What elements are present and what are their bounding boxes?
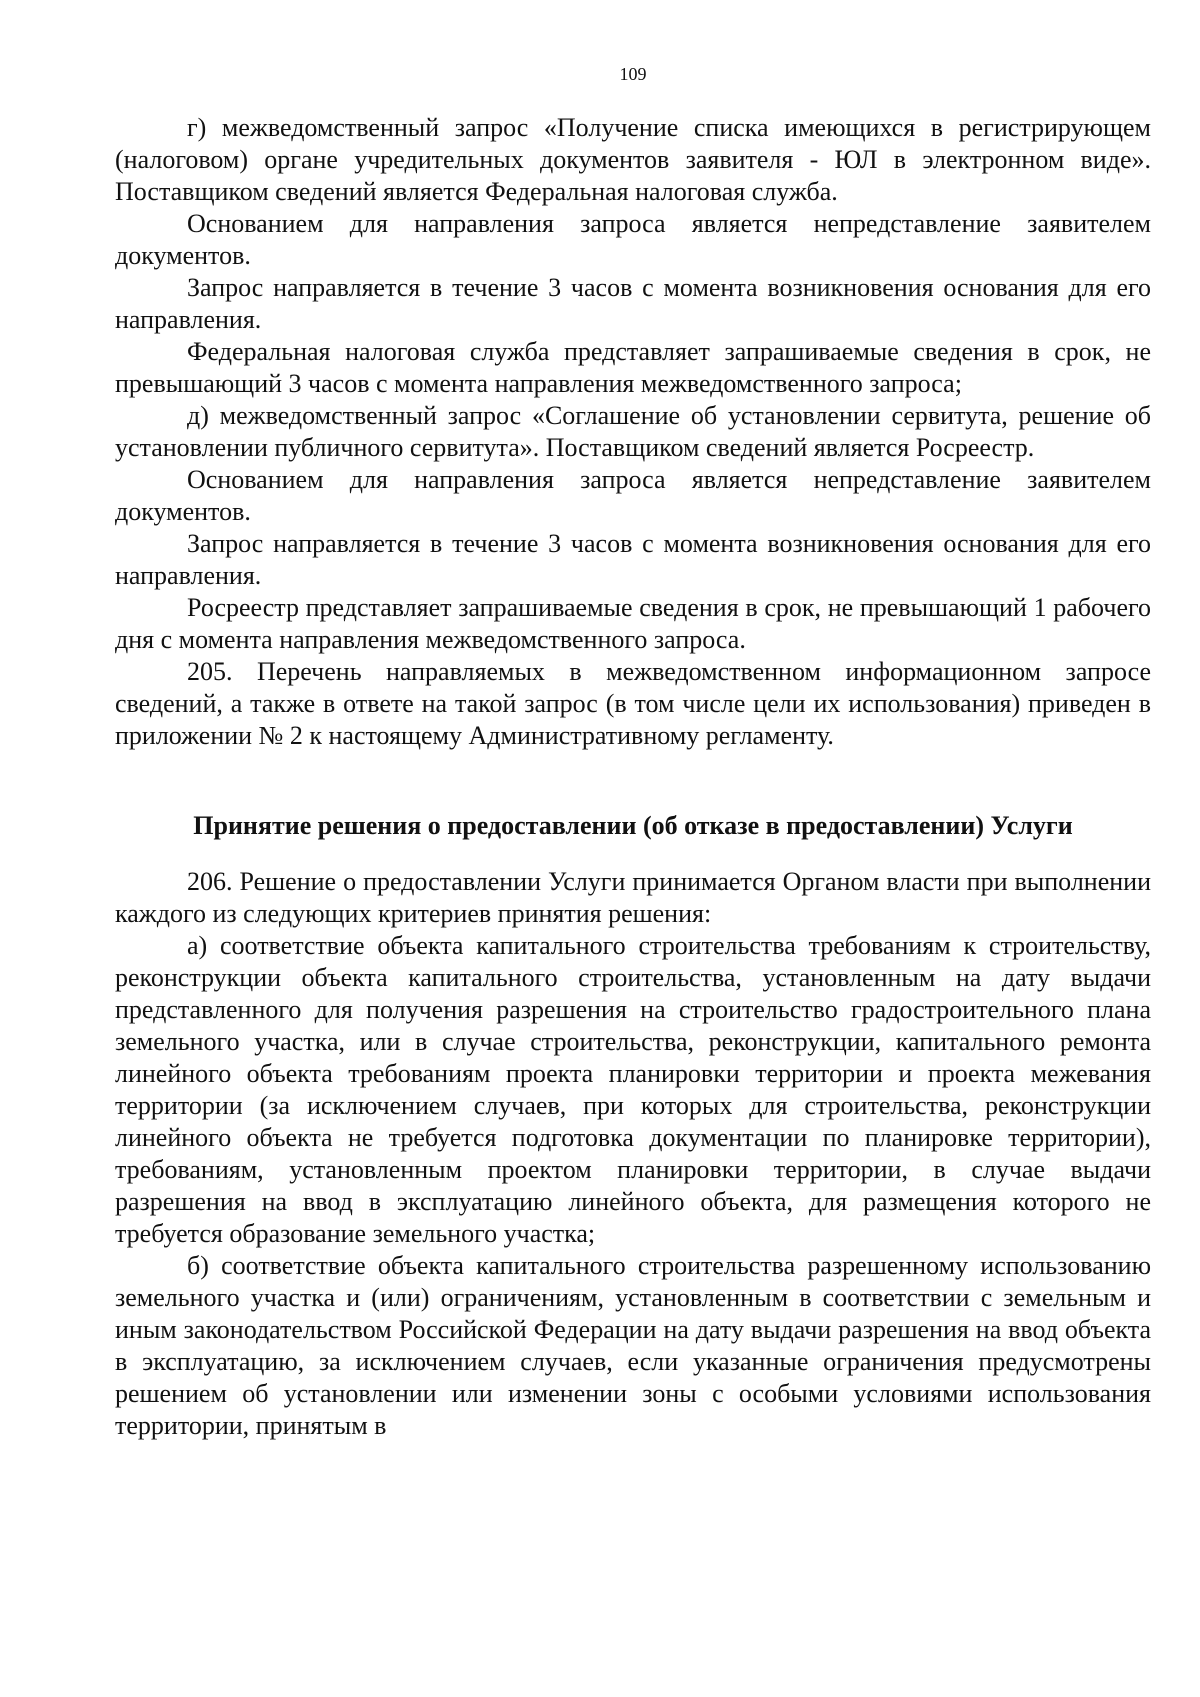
paragraph-rosreestr-response: Росреестр представляет запрашиваемые сведения в срок, не превышающий 1 рабочего дня с момента направления межведомственного запроса. <box>115 593 1151 654</box>
paragraph-item-g: г) межведомственный запрос «Получение списка имеющихся в регистрирующем (налоговом) органе учредительных документов заявителя - ЮЛ в электронном виде». Поставщиком сведений является Федеральная налоговая служба. <box>115 113 1151 206</box>
paragraph-request-basis-2: Основанием для направления запроса является непредставление заявителем документов. <box>115 465 1151 526</box>
section-heading: Принятие решения о предоставлении (об отказе в предоставлении) Услуги <box>193 811 1073 840</box>
paragraph-206: 206. Решение о предоставлении Услуги принимается Органом власти при выполнении каждого из следующих критериев принятия решения: <box>115 867 1151 928</box>
document-page <box>115 62 1151 1442</box>
paragraph-request-basis: Основанием для направления запроса является непредставление заявителем документов. <box>115 209 1151 270</box>
paragraph-item-b: б) соответствие объекта капитального строительства разрешенному использованию земельного участка и (или) ограничениям, установленным в соответствии с земельным и иным законодательством Российской Федерации на дату выдачи разрешения на ввод объекта в эксплуатацию, за исключением случаев, если указанные ограничения предусмотрены решением об установлении или изменении зоны с особыми условиями использования территории, принятым в <box>115 1251 1151 1440</box>
paragraph-request-timing-2: Запрос направляется в течение 3 часов с момента возникновения основания для его направления. <box>115 529 1151 590</box>
paragraph-item-a: а) соответствие объекта капитального строительства требованиям к строительству, реконструкции объекта капитального строительства, установленным на дату выдачи представленного для получения разрешения на строительство градостроительного плана земельного участка, или в случае строительства, реконструкции, капитального ремонта линейного объекта требованиям проекта планировки территории и проекта межевания территории (за исключением случаев, при которых для строительства, реконструкции линейного объекта не требуется подготовка документации по планировке территории), требованиям, установленным проектом планировки территории, в случае выдачи разрешения на ввод в эксплуатацию линейного объекта, для размещения которого не требуется образование земельного участка; <box>115 931 1151 1248</box>
paragraph-fns-response: Федеральная налоговая служба представляет запрашиваемые сведения в срок, не превышающий 3 часов с момента направления межведомственного запроса; <box>115 337 1151 398</box>
paragraph-request-timing: Запрос направляется в течение 3 часов с момента возникновения основания для его направления. <box>115 273 1151 334</box>
paragraph-205: 205. Перечень направляемых в межведомственном информационном запросе сведений, а также в ответе на такой запрос (в том числе цели их использования) приведен в приложении № 2 к настоящему Административному регламенту. <box>115 657 1151 750</box>
paragraph-item-d: д) межведомственный запрос «Соглашение об установлении сервитута, решение об установлении публичного сервитута». Поставщиком сведений является Росреестр. <box>115 401 1151 462</box>
page-number: 109 <box>619 64 647 84</box>
